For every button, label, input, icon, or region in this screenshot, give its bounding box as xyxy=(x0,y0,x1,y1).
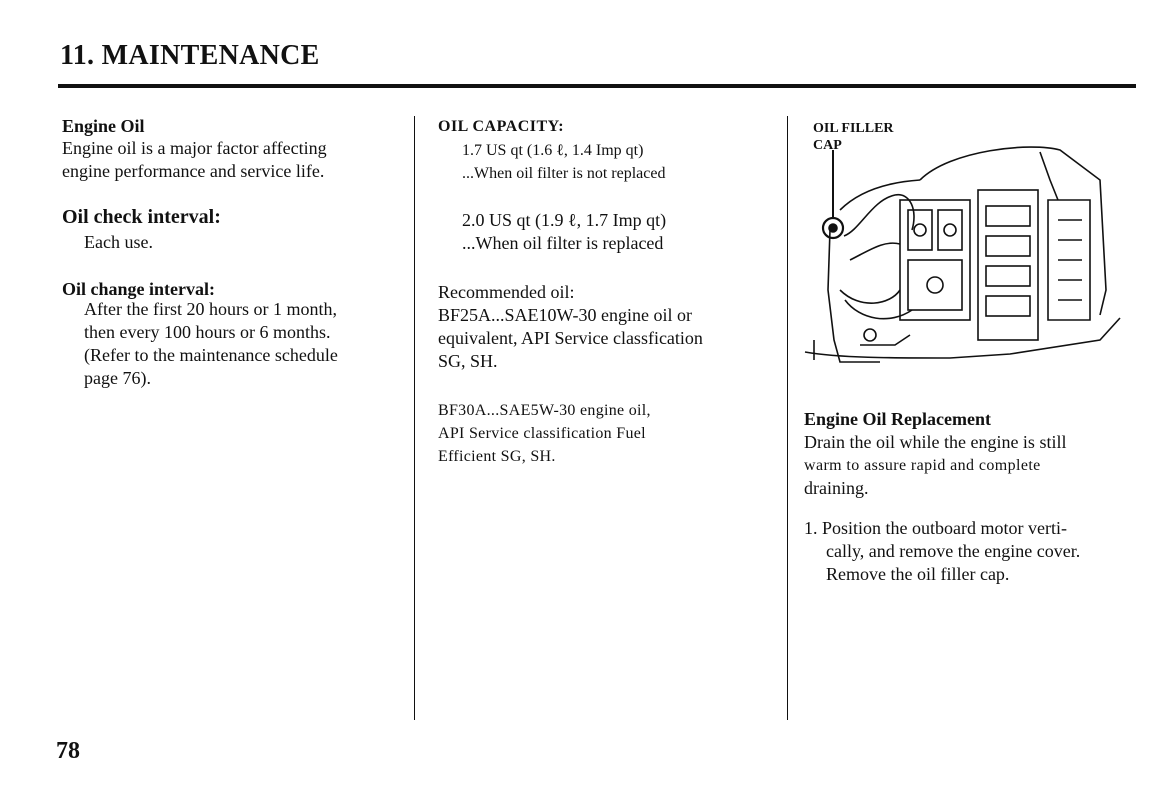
engine-oil-heading: Engine Oil xyxy=(62,116,145,136)
oil-check-heading: Oil check interval: xyxy=(62,206,221,228)
text-line: page 76). xyxy=(84,368,151,388)
text-line: BF30A...SAE5W-30 engine oil, xyxy=(438,402,651,419)
oil-check-text: Each use. xyxy=(84,232,153,252)
oil-change-heading: Oil change interval: xyxy=(62,279,215,299)
capacity-value: 2.0 US qt (1.9 ℓ, 1.7 Imp qt) xyxy=(462,210,667,230)
text-line: (Refer to the maintenance schedule xyxy=(84,345,338,365)
text-line: SG, SH. xyxy=(438,351,498,371)
engine-illustration xyxy=(800,140,1136,372)
text-line: BF25A...SAE10W-30 engine oil or xyxy=(438,305,692,325)
text-line: engine performance and service life. xyxy=(62,161,325,181)
text-line: Drain the oil while the engine is still xyxy=(804,432,1067,452)
step-1 xyxy=(804,517,1134,586)
text-line: API Service classification Fuel xyxy=(438,425,646,442)
oil-replacement-heading: Engine Oil Replacement xyxy=(804,409,991,429)
oil-capacity-heading: OIL CAPACITY: xyxy=(438,118,565,135)
oil-replacement-text xyxy=(804,431,1134,500)
text-line: 1. Position the outboard motor verti- xyxy=(804,518,1067,538)
capacity-note: ...When oil filter is not replaced xyxy=(462,165,666,182)
text-line: then every 100 hours or 6 months. xyxy=(84,322,331,342)
text-line: draining. xyxy=(804,478,869,498)
oil-change-text xyxy=(62,298,424,390)
bf30-oil-spec xyxy=(438,399,768,468)
text-line: cally, and remove the engine cover. xyxy=(826,541,1081,561)
capacity-value: 1.7 US qt (1.6 ℓ, 1.4 Imp qt) xyxy=(462,142,644,159)
header-rule xyxy=(58,84,1136,88)
capacity-note: ...When oil filter is replaced xyxy=(462,233,664,253)
column-divider-1 xyxy=(414,116,415,720)
label-line: CAP xyxy=(813,138,842,153)
page-title: 11. MAINTENANCE xyxy=(60,40,320,71)
column-divider-2 xyxy=(787,116,788,720)
bf25-oil-spec xyxy=(438,304,768,373)
text-line: Engine oil is a major factor affecting xyxy=(62,138,327,158)
text-line: equivalent, API Service classfication xyxy=(438,328,703,348)
text-line: After the first 20 hours or 1 month, xyxy=(84,299,337,319)
recommended-oil-label: Recommended oil: xyxy=(438,282,575,302)
page-number: 78 xyxy=(56,738,80,764)
text-line: Efficient SG, SH. xyxy=(438,448,556,465)
text-line: warm to assure rapid and complete xyxy=(804,457,1041,474)
label-line: OIL FILLER xyxy=(813,121,894,136)
capacity-replaced xyxy=(438,209,792,255)
text-line: Remove the oil filler cap. xyxy=(826,564,1010,584)
capacity-not-replaced xyxy=(438,139,792,185)
engine-oil-text xyxy=(62,137,402,183)
